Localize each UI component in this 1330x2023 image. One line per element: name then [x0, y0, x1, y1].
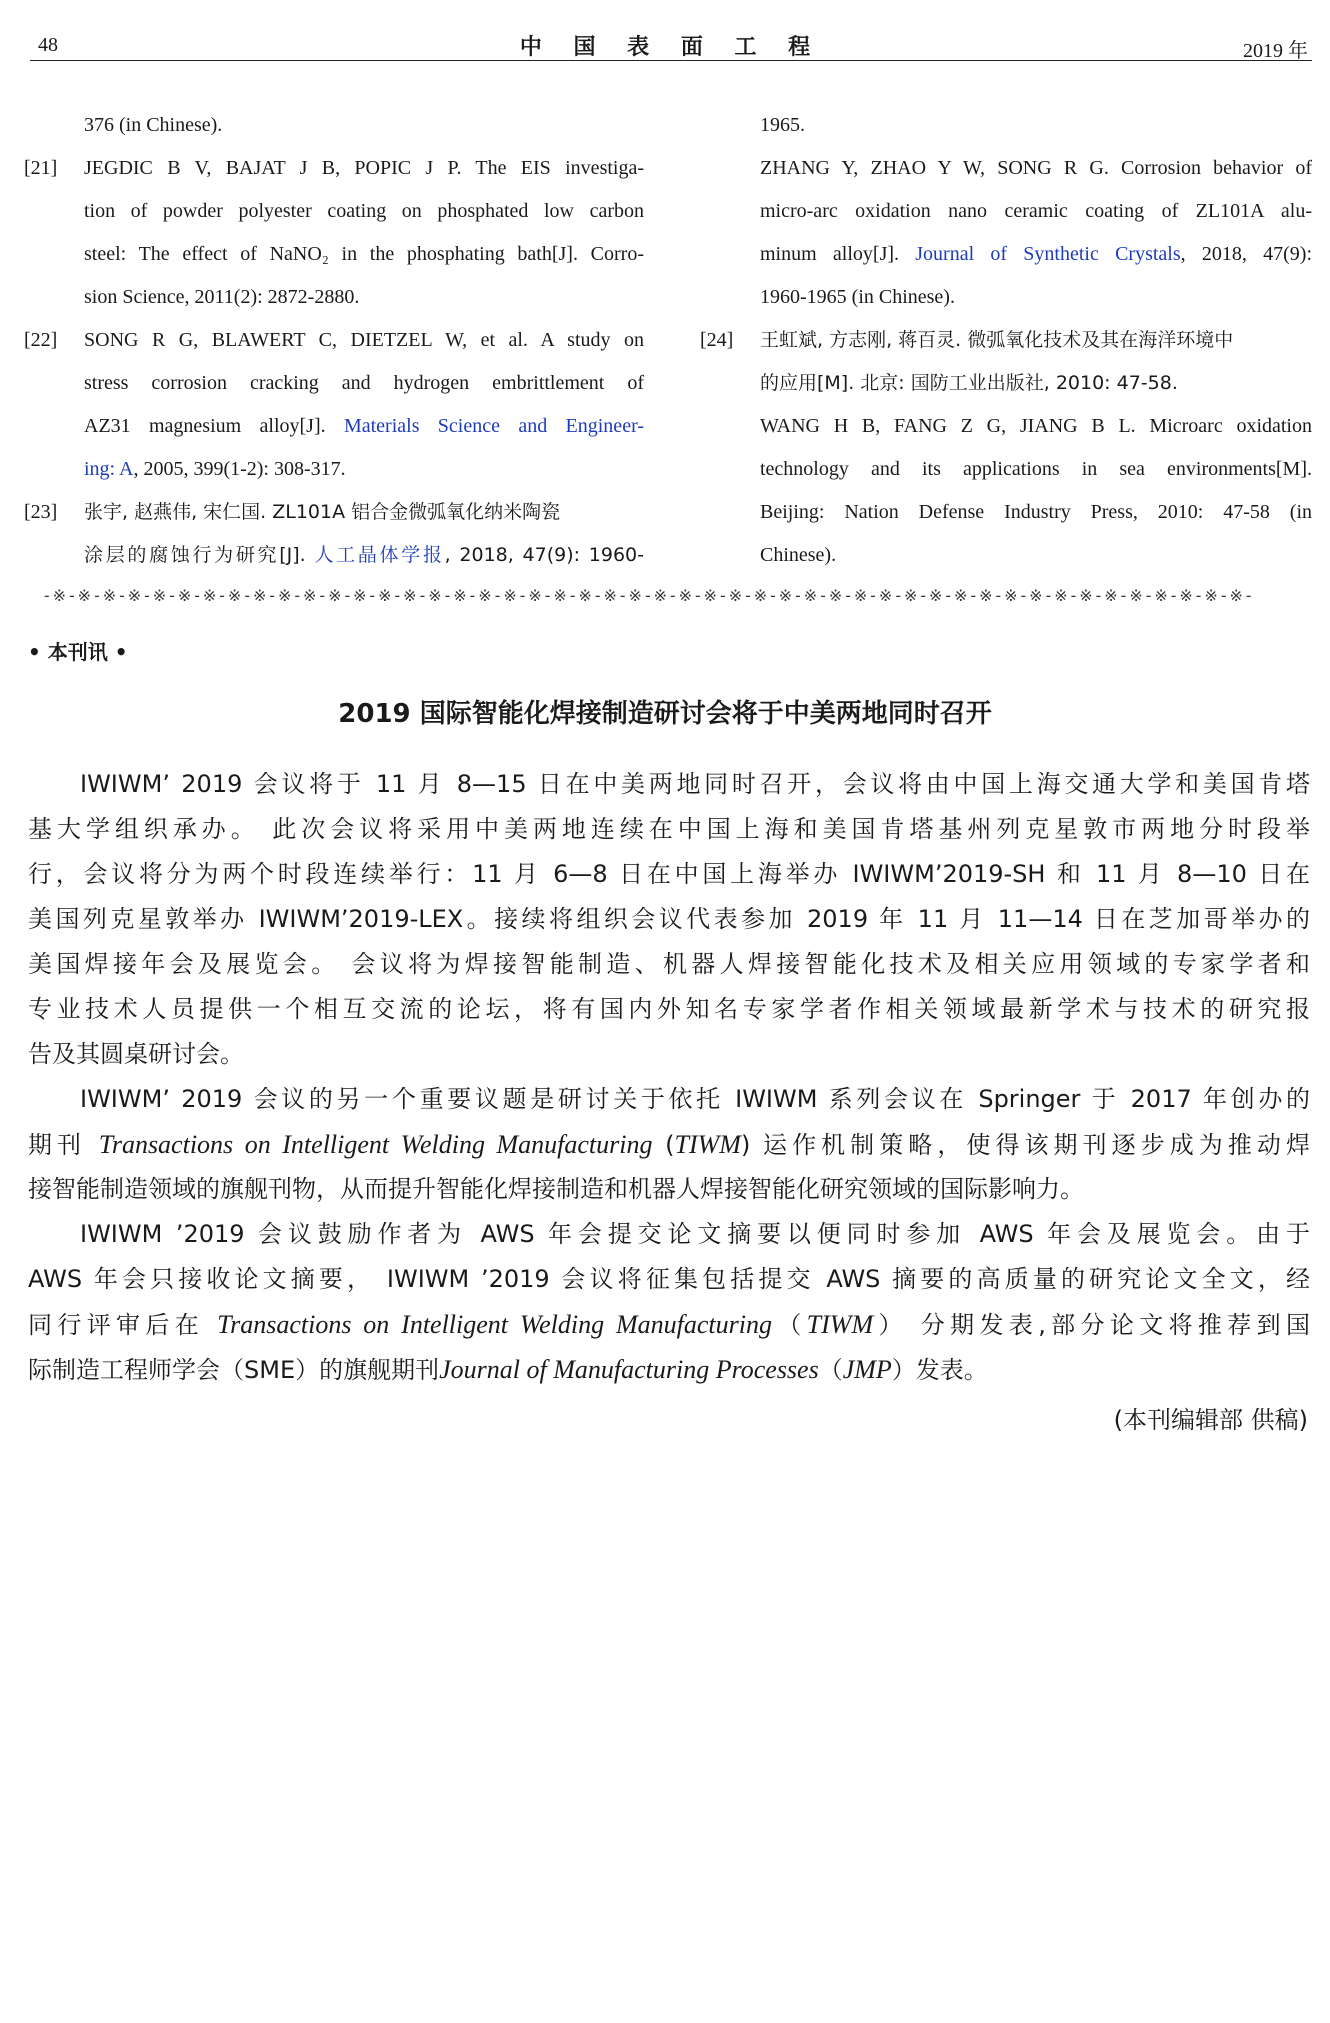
reference-text-segment: 1960-1965 (in Chinese). — [760, 286, 955, 308]
paragraph-line: IWIWM’ 2019 会议将于 11 月 8—15 日在中美两地同时召开，会议将由中国上海交通大学和美国肯塔 — [80, 770, 1310, 798]
reference-text-segment: 的应用[M]. 北京: 国防工业出版社, 2010: 47-58. — [760, 372, 1178, 394]
reference-text — [760, 147, 1312, 190]
reference-text — [760, 233, 1312, 276]
reference-text — [84, 319, 644, 362]
reference-text — [84, 104, 222, 147]
reference-text — [760, 405, 1312, 448]
reference-line — [700, 190, 1312, 233]
reference-text-segment: , 2018, 47(9): — [1180, 243, 1313, 265]
reference-text — [760, 534, 836, 577]
reference-line — [24, 405, 644, 448]
reference-text-segment: tion of powder polyester coating on phosphated low carbon — [84, 200, 644, 222]
paragraph-text-segment: 同行评审后在 — [28, 1311, 218, 1339]
reference-text-segment: 王虹斌, 方志刚, 蒋百灵. 微弧氧化技术及其在海洋环境中 — [760, 329, 1234, 351]
reference-text-segment: Beijing: Nation Defense Industry Press, 2010: 47-58 (in — [760, 501, 1312, 523]
journal-name: JMP — [842, 1355, 892, 1384]
reference-line — [24, 534, 644, 577]
paragraph-line: 美国列克星敦举办 IWIWM’2019-LEX。接续将组织会议代表参加 2019 年 11 月 11—14 日在芝加哥举办的 — [28, 905, 1310, 933]
paragraph-text-segment: 期刊 — [28, 1131, 99, 1159]
paragraph-line: 接智能制造领域的旗舰刊物，从而提升智能化焊接制造和机器人焊接智能化研究领域的国际影响力。 — [28, 1175, 1084, 1203]
reference-journal-link[interactable]: Materials Science and Engineer- — [343, 415, 644, 437]
paragraph-line — [28, 1122, 1310, 1167]
reference-line — [24, 319, 644, 362]
reference-text — [760, 104, 805, 147]
journal-name: TIWM — [674, 1130, 741, 1159]
reference-journal-link[interactable]: ing: A — [84, 458, 134, 480]
reference-text-segment: technology and its applications in sea environments[M]. — [760, 458, 1312, 480]
reference-number: [22] — [24, 329, 58, 351]
reference-text-segment: ZHANG Y, ZHAO Y W, SONG R G. Corrosion behavior of — [760, 157, 1312, 179]
reference-line — [700, 448, 1312, 491]
reference-line — [700, 405, 1312, 448]
paragraph-line — [28, 1347, 1310, 1392]
reference-text — [760, 319, 1233, 362]
journal-title: 中 国 表 面 工 程 — [519, 35, 823, 60]
reference-line — [700, 276, 1312, 319]
header-year: 2019 年 — [1243, 40, 1308, 62]
paragraph-text-segment: ( — [652, 1131, 675, 1159]
paragraph-line: IWIWM’ 2019 会议的另一个重要议题是研讨关于依托 IWIWM 系列会议在 Springer 于 2017 年创办的 — [80, 1085, 1310, 1113]
paragraph-text-segment: （ — [771, 1311, 807, 1339]
reference-text — [84, 448, 346, 491]
reference-text-segment: JEGDIC B V, BAJAT J B, POPIC J P. The EIS investiga- — [84, 157, 644, 179]
journal-name: TIWM — [806, 1310, 874, 1339]
reference-text-segment: steel: The effect of NaNO₂ in the phosphating bath[J]. Corro- — [84, 243, 644, 265]
paragraph-line: 行，会议将分为两个时段连续举行：11 月 6—8 日在中国上海举办 IWIWM’2019-SH 和 11 月 8—10 日在 — [28, 860, 1310, 888]
paragraph-line: IWIWM ’2019 会议鼓励作者为 AWS 年会提交论文摘要以便同时参加 AWS 年会及展览会。由于 — [80, 1220, 1310, 1248]
reference-text — [84, 147, 644, 190]
reference-text — [760, 491, 1312, 534]
paragraph-text-segment: ) 运作机制策略，使得该期刊逐步成为推动焊 — [740, 1131, 1310, 1159]
reference-line — [700, 491, 1312, 534]
reference-text — [84, 276, 359, 319]
reference-text-segment: Chinese). — [760, 544, 837, 566]
section-label: • 本刊讯 • — [28, 640, 128, 664]
reference-text — [760, 276, 955, 319]
reference-number: [21] — [24, 157, 58, 179]
article-title: 2019 国际智能化焊接制造研讨会将于中美两地同时召开 — [338, 699, 992, 729]
editorial-credit: (本刊编辑部 供稿) — [1113, 1406, 1308, 1434]
reference-text-segment: stress corrosion cracking and hydrogen embrittlement of — [84, 372, 644, 394]
section-separator: -※-※-※-※-※-※-※-※-※-※-※-※-※-※-※-※-※-※-※-※-※-※-※-※-※-※-※-※-※-※-※-※-※-※-※-※-※-※-※-※-※-※-※-※-※-※-※-※- — [42, 586, 1255, 605]
reference-line — [700, 147, 1312, 190]
reference-journal-link[interactable]: 人工晶体学报 — [314, 544, 445, 566]
reference-line — [700, 319, 1312, 362]
reference-text — [760, 190, 1312, 233]
paragraph-text-segment: ）发表。 — [891, 1356, 988, 1384]
references-left-column — [24, 104, 644, 577]
paragraph-line — [28, 1302, 1310, 1347]
reference-line — [700, 534, 1312, 577]
reference-line — [24, 362, 644, 405]
reference-line — [24, 104, 644, 147]
paragraph-line: 专业技术人员提供一个相互交流的论坛，将有国内外知名专家学者作相关领域最新学术与技术的研究报 — [28, 995, 1310, 1023]
page-number: 48 — [38, 34, 58, 56]
reference-text — [760, 448, 1312, 491]
reference-text-segment: , 2005, 399(1-2): 308-317. — [133, 458, 346, 480]
page-header — [30, 28, 1312, 61]
reference-line — [24, 233, 644, 276]
paragraph-line: AWS 年会只接收论文摘要， IWIWM ’2019 会议将征集包括提交 AWS 摘要的高质量的研究论文全文，经 — [28, 1265, 1310, 1293]
references-right-column — [700, 104, 1312, 577]
reference-line — [700, 104, 1312, 147]
reference-line — [24, 147, 644, 190]
reference-number: [24] — [700, 329, 734, 351]
paragraph-text-segment: 际制造工程师学会（SME）的旗舰期刊 — [28, 1356, 440, 1384]
reference-line — [24, 491, 644, 534]
reference-line — [700, 362, 1312, 405]
paragraph-line: 美国焊接年会及展览会。 会议将为焊接智能制造、机器人焊接智能化技术及相关应用领域的专家学者和 — [28, 950, 1310, 978]
reference-text — [84, 534, 644, 577]
reference-line — [24, 190, 644, 233]
journal-name: Transactions on Intelligent Welding Manufacturing — [217, 1310, 772, 1339]
reference-text-segment: SONG R G, BLAWERT C, DIETZEL W, et al. A study on — [84, 329, 644, 351]
reference-line — [24, 276, 644, 319]
reference-text-segment: , 2018, 47(9): 1960- — [444, 544, 644, 566]
reference-line — [24, 448, 644, 491]
reference-text-segment: sion Science, 2011(2): 2872-2880. — [84, 286, 360, 308]
reference-text — [84, 233, 644, 276]
reference-text-segment: 1965. — [760, 114, 805, 136]
reference-text-segment: 张宇, 赵燕伟, 宋仁国. ZL101A 铝合金微弧氧化纳米陶瓷 — [84, 501, 561, 523]
reference-text — [84, 405, 644, 448]
reference-text-segment: WANG H B, FANG Z G, JIANG B L. Microarc oxidation — [760, 415, 1312, 437]
reference-text — [760, 362, 1178, 405]
paragraph-text-segment: （ — [818, 1356, 843, 1384]
journal-name: Journal of Manufacturing Processes — [439, 1355, 819, 1384]
reference-text-segment: AZ31 magnesium alloy[J]. — [84, 415, 344, 437]
reference-text-segment: minum alloy[J]. — [760, 243, 916, 265]
reference-text-segment: micro-arc oxidation nano ceramic coating of ZL101A alu- — [760, 200, 1312, 222]
reference-text — [84, 362, 644, 405]
reference-line — [700, 233, 1312, 276]
article-body — [28, 762, 1310, 1392]
paragraph-line: 基大学组织承办。 此次会议将采用中美两地连续在中国上海和美国肯塔基州列克星敦市两地分时段举 — [28, 815, 1310, 843]
paragraph-line: 告及其圆桌研讨会。 — [28, 1040, 244, 1068]
paragraph-text-segment: ） 分期发表,部分论文将推荐到国 — [873, 1311, 1310, 1339]
journal-name: Transactions on Intelligent Welding Manufacturing — [98, 1130, 653, 1159]
reference-text-segment: 涂层的腐蚀行为研究[J]. — [84, 544, 315, 566]
reference-number: [23] — [24, 501, 58, 523]
reference-text-segment: 376 (in Chinese). — [84, 114, 223, 136]
reference-text — [84, 491, 560, 534]
reference-journal-link[interactable]: Journal of Synthetic Crystals — [915, 243, 1181, 265]
reference-text — [84, 190, 644, 233]
